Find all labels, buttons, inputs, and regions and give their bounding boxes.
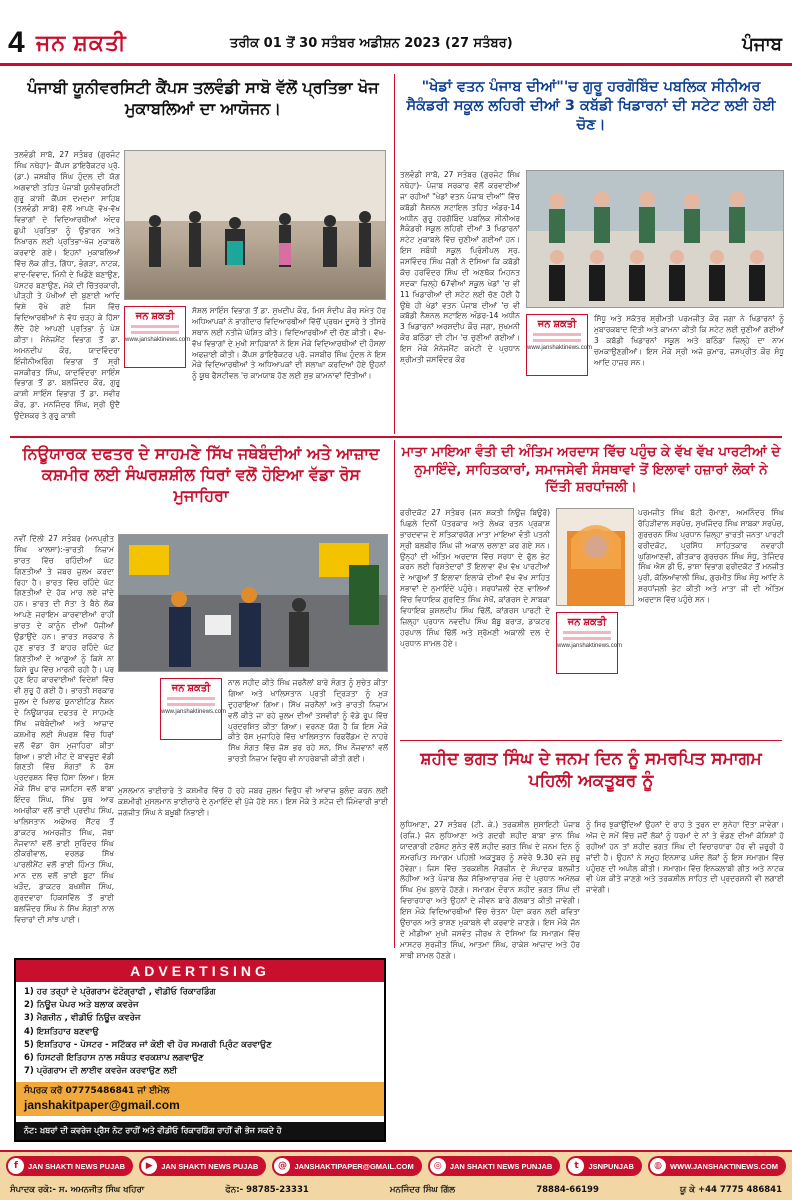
section-name: ਪੰਜਾਬ [742,34,782,55]
promo-logo: ਜਨ ਸ਼ਕਤੀ [171,683,211,694]
promo-logo: ਜਨ ਸ਼ਕਤੀ [135,311,175,322]
ad-item: 7) ਪ੍ਰੋਗਰਾਮ ਦੀ ਲਾਈਵ ਕਵਰੇਜ ਕਰਵਾਉਣ ਲਈ [24,1066,178,1077]
social-links-row [0,1156,792,1178]
website-link[interactable] [648,1156,786,1176]
promo-box-1 [124,306,191,368]
promo-url: www.janshaktinews.com [527,345,593,351]
horizontal-divider [400,740,782,741]
promo-bar [533,339,581,342]
twitter-label: JSNPUNJAB [588,1161,634,1171]
promo-bar [563,637,611,640]
facebook-label: JAN SHAKTI NEWS PUJAB [28,1161,126,1171]
facebook-icon: f [8,1158,24,1174]
portrait-illustration [557,509,634,606]
article-kabaddi-body-2: ਸਿੱਧੂ ਅਤੇ ਸਕੱਤਰ ਸ਼੍ਰੀਮਤੀ ਪਰਮਜੀਤ ਕੌਰ ਜਗਾ ਨੇ ਖਿਡਾਰਨਾਂ ਨੂੰ ਮੁਬਾਰਕਬਾਦ ਦਿੱਤੀ ਅਤੇ ਕਾਮਨਾ ਕੀਤੀ ਕਿ ਸਟੇਟ ਲਈ ਚੁਣੀਆਂ ਗਈਆਂ 3 ਕਬੱਡੀ ਖਿਡਾਰਨਾਂ ਸਕੂਲ ਅਤੇ ਬਠਿੰਡਾ ਜ਼ਿਲ੍ਹੇ ਦਾ ਨਾਮ ਚਮਕਾਉਣਗੀਆਂ। ਇਸ ਮੌਕੇ ਸ੍ਰੀ ਅਜੇ ਕੁਮਾਰ, ਜਸਪ੍ਰੀਤ ਕੌਰ ਸੰਧੂ ਆਦਿ ਹਾਜ਼ਰ ਸਨ। [594,314,784,367]
ad-item: 3) ਮੈਗਜ਼ੀਨ , ਵੀਡੀਓ ਨਿਊਜ਼ ਕਵਰੇਜ [24,1013,141,1024]
email-label: JANSHAKTIPAPER@GMAIL.COM [294,1161,414,1171]
column-divider [394,440,395,948]
footer [0,1150,792,1200]
ad-item: 1) ਹਰ ਤਰ੍ਹਾਂ ਦੇ ਪ੍ਰੋਗਰਾਮ ਫੋਟੋਗ੍ਰਾਫੀ , ਵੀਡੀਓ ਰਿਕਾਰਡਿੰਗ [24,987,216,997]
promo-bar [563,631,611,634]
promo-logo: ਜਨ ਸ਼ਕਤੀ [537,319,577,330]
protest-illustration [119,535,388,672]
team-illustration [527,171,784,308]
youtube-icon: ▶ [141,1158,157,1174]
twitter-icon: t [568,1158,584,1174]
photo-kabaddi-team [526,170,784,308]
instagram-label: JAN SHAKTI NEWS PUNJAB [449,1161,553,1171]
advertising-services-list [16,982,384,1082]
ad-contact-email[interactable]: janshakitpaper@gmail.com [24,1098,180,1112]
promo-url: www.janshaktinews.com [125,337,191,343]
editor-name: ਸੰਪਾਦਕ ਰਕੋ:- ਸ. ਅਮਨਜੀਤ ਸਿੰਘ ਖਹਿਰਾ [10,1185,145,1195]
promo-box-2 [526,314,593,376]
promo-url: www.janshaktinews.com [557,643,623,649]
headline-maya-wanti: ਮਾਤਾ ਮਾਇਆ ਵੰਤੀ ਦੀ ਅੰਤਿਮ ਅਰਦਾਸ ਵਿੱਚ ਪਹੁੰਚ ਕੇ ਵੱਖ ਵੱਖ ਪਾਰਟੀਆਂ ਦੇ ਨੁਮਾਇੰਦੇ, ਸਾਹਿਤਕਾਰਾਂ, ਸਮਾਜਸੇਵੀ ਸੰਸਥਾਵਾਂ ਤੋਂ ਇਲਾਵਾਂ ਹਜ਼ਾਰਾਂ ਲੋਕਾਂ ਨੇ ਦਿੱਤੀ ਸ਼ਰਧਾਂਜਲੀ। [401,444,781,496]
article-maya-body: ਫਰੀਦਕੋਟ 27 ਸਤੰਬਰ (ਜਨ ਸ਼ਕਤੀ ਨਿਊਜ਼ ਬਿਊਰੋ) ਪਿਛਲੇ ਦਿਨੀਂ ਪੱਤਰਕਾਰ ਅਤੇ ਲੇਖਕ ਰਤਨ ਪ੍ਰਕਾਸ਼ ਭਾਰਦਵਾਜ ਦੇ ਸਤਿਕਾਰਯੋਗ ਮਾਤਾ ਮਾਇਆ ਵੰਤੀ ਪਤਨੀ ਸ੍ਰੀ ਬਲਬੀਰ ਸਿੰਘ ਜੀ ਅਕਾਲ ਚਲਾਣਾ ਕਰ ਗਏ ਸਨ। ਉਨ੍ਹਾਂ ਦੀ ਅੰਤਿਮ ਅਰਦਾਸ ਵਿੱਚ ਸਰਧਾ ਦੇ ਫੁੱਲ ਭੇਟ ਕਰਨ ਲਈ ਰਿਸ਼ਤੇਦਾਰਾਂ ਤੋਂ ਇਲਾਵਾ ਵੱਖ ਵੱਖ ਪਾਰਟੀਆਂ ਦੇ ਆਗੂਆਂ ਤੋਂ ਇਲਾਵਾ ਇਲਾਕੇ ਦੀਆਂ ਵੱਖ ਵੱਖ ਸਾਹਿਤ ਸਭਾਵਾਂ ਦੇ ਨੁਮਾਇੰਦੇ ਪਹੁੰਚੇ। ਸ਼ਰਧਾਂਜਲੀ ਦੇਣ ਵਾਲਿਆਂ ਵਿੱਚ ਵਿਧਾਇਕ ਗੁਰਦਿੱਤ ਸਿੰਘ ਸੇਖੋਂ, ਕਾਂਗਰਸ ਦੇ ਸਾਬਕਾ ਵਿਧਾਇਕ ਕੁਸ਼ਲਦੀਪ ਸਿੰਘ ਢਿੱਲੋਂ, ਕਾਂਗਰਸ ਪਾਰਟੀ ਦੇ ਜ਼ਿਲ੍ਹਾ ਪ੍ਰਧਾਨ ਨਵਦੀਪ ਸਿੰਘ ਬੱਬੂ ਬਰਾੜ, ਡਾਕਟਰ ਹਰਪਾਲ ਸਿੰਘ ਢਿੱਲੋਂ ਅਤੇ ਸ਼੍ਰੋਮਣੀ ਅਕਾਲੀ ਦਲ ਦੇ ਪ੍ਰਧਾਨ ਸ਼ਾਮਲ ਹੋਏ। [400,508,550,648]
masthead [0,0,792,66]
column-divider [394,74,395,434]
photo-mata-maya-wanti [556,508,634,606]
article-kabaddi-body: ਤਲਵੰਡੀ ਸਾਬੋ, 27 ਸਤੰਬਰ (ਗੁਰਜੰਟ ਸਿੰਘ ਨਥੇਹਾ)- ਪੰਜਾਬ ਸਰਕਾਰ ਵੱਲੋਂ ਕਰਵਾਈਆਂ ਜਾ ਰਹੀਆਂ "ਖੇਡਾਂ ਵਤਨ ਪੰਜਾਬ ਦੀਆਂ" ਵਿੱਚ ਕਬੱਡੀ ਨੈਸ਼ਨਲ ਸਟਾਇਲ ਤਹਿਤ ਅੰਡਰ-14 ਅਧੀਨ ਗੁਰੂ ਹਰਗੋਬਿੰਦ ਪਬਲਿਕ ਸੀਨੀਅਰ ਸੈਕੰਡਰੀ ਸਕੂਲ ਲਹਿਰੀ ਦੀਆਂ 3 ਖਿਡਾਰਨਾਂ ਸਟੇਟ ਮੁਕਾਬਲੇ ਵਿੱਚ ਚੁਣੀਆਂ ਗਈਆਂ ਹਨ। ਇਸ ਸਬੰਧੀ ਸਕੂਲ ਪ੍ਰਿੰਸੀਪਲ ਸ੍ਰ. ਜਸਵਿੰਦਰ ਸਿੰਘ ਜੋਗੀ ਨੇ ਦੱਸਿਆ ਕਿ ਕਬੱਡੀ ਕੋਚ ਹਰਵਿੰਦਰ ਸਿੰਘ ਦੀ ਅਣਥੱਕ ਮਿਹਨਤ ਸਦਕਾ ਜ਼ਿਲ੍ਹੇ 67ਵੀਆਂ ਸਕੂਲ ਖੇਡਾਂ 'ਚ ਵੀ 11 ਖਿਡਾਰੀਆਂ ਦੀ ਸਟੇਟ ਲਈ ਚੋਣ ਹੋਈ ਹੈ ਉਥੇ ਹੀ ਖੇਡਾਂ ਵਤਨ ਪੰਜਾਬ ਦੀਆਂ 'ਚ ਵੀ ਕਬੱਡੀ ਨੈਸ਼ਨਲ ਸਟਾਇਲ ਅੰਡਰ-14 ਅਧੀਨ 3 ਖਿਡਾਰਨਾਂ ਅਰਸ਼ਦੀਪ ਕੌਰ ਜਗਾ, ਸੁਖਮਨੀ ਕੌਰ ਬਠਿੰਡਾ ਦੀ ਟੀਮ 'ਚ ਚੁਣੀਆਂ ਗਈਆਂ। ਇਸ ਮੌਕੇ ਮੈਨੇਜਮੈਂਟ ਕਮੇਟੀ ਦੇ ਪ੍ਰਧਾਨ ਸ਼੍ਰੀਮਤੀ ਜਸਵਿੰਦਰ ਕੌਰ [400,170,520,364]
ad-contact-phone: ਸੰਪਰਕ ਕਰੋ 07775486841 ਜਾਂ ਈਮੇਲ [24,1086,170,1096]
promo-url: www.janshaktinews.com [161,709,227,715]
ad-item: 4) ਇਸ਼ਤਿਹਾਰ ਬਣਵਾਉ [24,1026,99,1037]
promo-box-3 [160,678,227,740]
globe-icon: ◍ [650,1158,666,1174]
promo-logo: ਜਨ ਸ਼ਕਤੀ [567,617,607,628]
photo-protest [118,534,388,672]
advertising-box [14,958,386,1142]
headline-talwandi: ਪੰਜਾਬੀ ਯੂਨੀਵਰਸਿਟੀ ਕੈਂਪਸ ਤਲਵੰਡੀ ਸਾਬੋ ਵੱਲੋਂ ਪ੍ਰਤਿਭਾ ਖੋਜ ਮੁਕਾਬਲਿਆਂ ਦਾ ਆਯੋਜਨ। [27,78,379,118]
article-protest-body: ਨਵੀਂ ਦਿੱਲੀ 27 ਸਤੰਬਰ (ਮਨਪ੍ਰੀਤ ਸਿੰਘ ਖਾਲਸਾ):-ਭਾਰਤੀ ਨਿਜ਼ਾਮ ਭਾਰਤ ਵਿੱਚ ਰਹਿੰਦੀਆਂ ਘੱਟ ਗਿਣਤੀਆਂ ਤੇ ਜਬਰ ਜ਼ੁਲਮ ਕਰਦਾ ਰਿਹਾ ਹੈ। ਭਾਰਤ ਵਿੱਚ ਰਹਿੰਦੇ ਘੱਟ ਗਿਣਤੀਆਂ ਦੇ ਹੱਕ ਮਾਰ ਲਏ ਜਾਂਦੇ ਹਨ। ਭਾਰਤ ਦੀ ਸੱਤਾ ਤੇ ਬੈਠੇ ਲੋਕ ਆਪਣੇ ਜਰਾਇਮ ਕਾਰਵਾਈਆਂ ਰਾਹੀਂ ਭਾਰਤ ਦੇ ਕਾਨੂੰਨ ਦੀਆਂ ਧੱਜੀਆਂ ਉਡਾਉਂਦੇ ਹਨ। ਭਾਰਤ ਸਰਕਾਰ ਨੇ ਹੁਣ ਭਾਰਤ ਤੋਂ ਬਾਹਰ ਰਹਿੰਦੇ ਘੱਟ ਗਿਣਤੀਆਂ ਦੇ ਆਗੂਆਂ ਨੂੰ ਕਿਸੇ ਨਾ ਕਿਸੇ ਰੂਪ ਵਿੱਚ ਮਾਰਨੀ ਰਹੀ ਹੈ। ਪਰ ਹੁਣ ਇਹ ਕਾਰਵਾਈਆਂ ਵਿਦੇਸ਼ਾਂ ਵਿੱਚ ਵੀ ਸ਼ੁਰੂ ਹੋ ਗਈ ਹੈ। ਭਾਰਤੀ ਸਰਕਾਰ ਜ਼ੁਲਮ ਦੇ ਖਿਲਾਫ ਯੂਨਾਈਟਿਡ ਨੈਸ਼ਨ ਦੇ ਨਿਊਯਾਰਕ ਦਫਤਰ ਦੇ ਸਾਹਮਣੇ ਸਿੱਖ ਜਥੇਬੰਦੀਆਂ ਅਤੇ ਆਜ਼ਾਦ ਕਸ਼ਮੀਰ ਲਈ ਸੰਘਰਸ਼ ਵਿੱਚ ਧਿਰਾਂ ਵਲੋਂ ਵੱਡਾ ਰੋਸ ਮੁਜਾਹਿਰਾ ਕੀਤਾ ਗਿਆ। ਭਾਈ ਮੀਟ ਦੇ ਬਾਵਜੂਦ ਵੱਡੀ ਗਿਣਤੀ ਵਿੱਚ ਸੰਗਤਾਂ ਨੇ ਰੋਸ ਪ੍ਰਦਰਸ਼ਨ ਵਿੱਚ ਹਿੱਸਾ ਲਿਆ। ਇਸ ਮੌਕੇ ਸਿੱਖ ਫਾਰ ਜਸਟਿਸ ਵਲੋਂ ਬਾਬਾ ਇੰਦਰ ਸਿੰਘ, ਸਿੱਖ ਯੂਥ ਆਫ ਅਮਰੀਕਾ ਵਲੋਂ ਭਾਈ ਪ੍ਰਦੀਪ ਸਿੰਘ, ਖਾਲਿਸਤਾਨ ਅਫੇਅਰ ਸੈਂਟਰ ਤੋਂ ਡਾਕਟਰ ਅਮਰਜੀਤ ਸਿੰਘ, ਜੱਥਾ ਨੌਜਵਾਨਾਂ ਵਲੋਂ ਭਾਈ ਸੁਰਿੰਦਰ ਸਿੰਘ ਠੀਕਰੀਵਾਲ, ਵਰਲਡ ਸਿੱਖ ਪਾਰਲੀਮੈਂਟ ਵਲੋਂ ਭਾਈ ਹਿੰਮਤ ਸਿੰਘ, ਮਾਨ ਦਲ ਵਲੋਂ ਭਾਈ ਬੂਟਾ ਸਿੰਘ ਖੜੌਦ, ਡਾਕਟਰ ਬਖਸ਼ੀਸ਼ ਸਿੰਘ, ਗੁਰਦਵਾਰਾ ਹਿਕਸਵਿੱਲ ਤੋਂ ਭਾਈ ਬਲਜਿੰਦਰ ਸਿੰਘ ਨੇ ਸਿੱਖ ਸੰਗਤਾਂ ਨਾਲ ਵਿਚਾਰਾਂ ਦੀ ਸਾਂਝ ਪਾਈ। [14,534,114,924]
article-protest-body-3: ਮੁਸਲਮਾਨ ਭਾਈਚਾਰੇ ਤੇ ਕਸ਼ਮੀਰ ਵਿੱਚ ਹੋ ਰਹੇ ਜਬਰ ਜ਼ੁਲਮ ਵਿਰੁੱਧ ਵੀ ਆਵਾਜ਼ ਬੁਲੰਦ ਕਰਨ ਲਈ ਕਸ਼ਮੀਰੀ ਮੁਸਲਮਾਨ ਭਾਈਚਾਰੇ ਦੇ ਨੁਮਾਇੰਦੇ ਵੀ ਪੁੱਜੇ ਹੋਏ ਸਨ। ਇਸ ਮੌਕੇ ਤੇ ਸਟੇਜ ਦੀ ਜਿੰਮੇਵਾਰੀ ਭਾਈ ਜਗਜੀਤ ਸਿੰਘ ਨੇ ਬਖੂਬੀ ਨਿਭਾਈ। [118,786,388,817]
editor-phone: ਫੋਨ:- 98785-23331 [225,1185,309,1195]
horizontal-divider [10,436,782,438]
manager-name: ਮਨਜਿੰਦਰ ਸਿੰਘ ਗਿੱਲ [389,1185,456,1195]
youtube-label: JAN SHAKTI NEWS PUJAB [161,1161,259,1171]
article-maya-body-2: ਪਰਮਜੀਤ ਸਿੰਘ ਬੱਟੀ ਰੋਮਾਣਾ, ਅਮਨਿੰਦਰ ਸਿੰਘ ਰੋਹਿੜੀਵਾਲ ਸਰਪੰਚ, ਸੁਖਜਿੰਦਰ ਸਿੰਘ ਸਾਬਕਾ ਸਰਪੰਚ, ਗੁਰਚਰਨ ਸਿੰਘ ਪ੍ਰਧਾਨ ਜ਼ਿਲ੍ਹਾ ਭਾਰਤੀ ਜਨਤਾ ਪਾਰਟੀ ਫਰੀਦਕੋਟ, ਪ੍ਰਸਿੱਧ ਸਾਹਿਤਕਾਰ ਨਵਰਾਹੀ ਘੁਗਿਆਣਵੀ, ਗੀਤਕਾਰ ਗੁਰਚਰਨ ਸਿੰਘ ਸੰਧੂ, ਤੇਜਿੰਦਰ ਸਿੰਘ ਐਸ ਡੀ ਓ, ਭਾਸ਼ਾ ਵਿਭਾਗ ਫਰੀਦਕੋਟ ਤੋਂ ਮਨਜੀਤ ਪੁਰੀ, ਕੋਲਿਆਂਵਾਲੀ ਸਿੰਘ, ਗੁਰਮੀਤ ਸਿੰਘ ਸੰਧੂ ਆਦਿ ਨੇ ਸ਼ਰਧਾਂਜਲੀ ਭੇਟ ਕੀਤੀ ਅਤੇ ਮਾਤਾ ਜੀ ਦੀ ਅੰਤਿਮ ਅਰਦਾਸ ਵਿੱਚ ਪਹੁੰਚੇ ਸਨ। [638,508,784,604]
uk-phone: ਯੂ ਕੇ +44 7775 486841 [680,1185,782,1195]
twitter-link[interactable] [566,1156,641,1176]
promo-box-4 [556,612,623,674]
advertising-note: ਨੋਟ: ਖ਼ਬਰਾਂ ਦੀ ਕਵਰੇਜ ਪ੍ਰੈਸ ਨੋਟ ਰਾਹੀਂ ਅਤੇ ਵੀਡੀਓ ਰਿਕਾਰਡਿੰਗ ਰਾਹੀਂ ਵੀ ਭੇਜ ਸਕਦੇ ਹੋ [16,1122,384,1140]
promo-bar [167,703,215,706]
ad-item: 2) ਨਿਊਜ਼ ਪੇਪਰ ਅਤੇ ਬਲਾਕ ਕਵਰੇਜ [24,1000,139,1011]
ad-item: 6) ਹਿਸਟਰੀ ਇਤਿਹਾਸ ਨਾਲ ਸਬੰਧਤ ਵਰਕਸ਼ਾਪ ਲਗਵਾਉਣ [24,1052,204,1063]
article-talwandi-body: ਤਲਵੰਡੀ ਸਾਬੋ, 27 ਸਤੰਬਰ (ਗੁਰਜੰਟ ਸਿੰਘ ਨਥੇਹਾ)- ਕੈਂਪਸ ਡਾਇਰੈਕਟਰ ਪ੍ਰੋ. (ਡਾ.) ਜਸਬੀਰ ਸਿੰਘ ਹੁੰਦਲ ਦੀ ਯੋਗ ਅਗਵਾਈ ਤਹਿਤ ਪੰਜਾਬੀ ਯੂਨੀਵਰਸਿਟੀ ਗੁਰੂ ਕਾਸ਼ੀ ਕੈਂਪਸ ਦਮਦਮਾ ਸਾਹਿਬ (ਤਲਵੰਡੀ ਸਾਬੋ) ਵੱਲੋਂ ਆਪਣੇ ਵੱਖ-ਵੱਖ ਵਿਭਾਗਾਂ ਦੇ ਵਿਦਿਆਰਥੀਆਂ ਅੰਦਰ ਛੁਪੀ ਪ੍ਰਤਿਭਾ ਨੂੰ ਉਭਾਰਨ ਅਤੇ ਨਿਖਾਰਨ ਲਈ ਪ੍ਰਤਿਭਾ-ਖੋਜ ਮੁਕਾਬਲੇ ਕਰਵਾਏ ਗਏ। ਇਹਨਾਂ ਮੁਕਾਬਲਿਆਂ ਵਿੱਚ ਲੋਕ ਗੀਤ, ਗਿੱਧਾ, ਭੰਗੜਾ, ਨਾਟਕ, ਵਾਦ-ਵਿਵਾਦ, ਮਿੰਨੀ ਦੇ ਖਿਡੌਣੇ ਬਣਾਉਣ, ਪੋਸਟਰ ਬਣਾਉਣ, ਮੋਕੇ ਦੀ ਚਿੱਤਰਕਾਰੀ, ਪੀੜ੍ਹੀ ਤੇ ਪੱਖੀਆਂ ਦੀ ਬੁਣਾਈ ਆਦਿ ਵਿਸ਼ੇ ਰੱਖੇ ਗਏ ਜਿਸ ਵਿੱਚ ਵਿਦਿਆਰਥੀਆਂ ਨੇ ਵੱਧ ਚੜ੍ਹ ਕੇ ਹਿੱਸਾ ਲੈਂਦੇ ਹੋਏ ਆਪਣੀ ਪ੍ਰਤਿਭਾ ਨੂੰ ਪੇਸ਼ ਕੀਤਾ। ਮੈਨੇਜਮੈਂਟ ਵਿਭਾਗ ਤੋਂ ਡਾ. ਅਮਨਦੀਪ ਕੌਰ, ਯਾਦਵਿੰਦਰਾ ਇੰਜੀਨੀਅਰਿੰਗ ਵਿਭਾਗ ਤੋਂ ਸ੍ਰੀ ਜਸਕੀਰਤ ਸਿੰਘ, ਯਾਦਵਿੰਦਰਾ ਸਾਇੰਸ ਵਿਭਾਗ ਤੋਂ ਡਾ. ਬਲਜਿੰਦਰ ਕੌਰ, ਗੁਰੂ ਕਾਸ਼ੀ ਸਾਇੰਸ ਵਿਭਾਗ ਤੋਂ ਡਾ. ਸਵੀਰ ਕੌਰ, ਡਾ. ਮਨਜਿੰਦਰ ਸਿੰਘ, ਸ੍ਰੀ ਉਦੈ ਉਦੇਸ਼ਕਰ ਤੇ ਗੁਰੂ ਕਾਸ਼ੀ [14,150,120,420]
promo-bar [533,333,581,336]
contact-row [0,1181,792,1199]
article-talwandi-body-2: ਸੋਸ਼ਲ ਸਾਇੰਸ ਵਿਭਾਗ ਤੋਂ ਡਾ. ਸੁਖਦੀਪ ਕੌਰ, ਮਿਸ ਸੰਦੀਪ ਕੌਰ ਸਮੇਤ ਹੋਰ ਅਧਿਆਪਕਾਂ ਨੇ ਭਾਗੀਦਾਰ ਵਿਦਿਆਰਥੀਆਂ ਵਿੱਚੋਂ ਪ੍ਰਥਮ ਦੂਸਰੇ ਤੇ ਤੀਸਰੇ ਸਥਾਨ ਲਈ ਨਤੀਜੇ ਘੋਸ਼ਿਤ ਕੀਤੇ। ਵਿਦਿਆਰਥੀਆਂ ਦੀ ਚੋਣ ਕੀਤੀ। ਵੱਖ-ਵੱਖ ਵਿਭਾਗਾਂ ਦੇ ਮੁਖੀ ਸਾਹਿਬਾਨਾਂ ਨੇ ਇਸ ਮੌਕੇ ਵਿਦਿਆਰਥੀਆਂ ਦੀ ਹੌਸਲਾ ਅਫਜ਼ਾਈ ਕੀਤੀ। ਕੈਂਪਸ ਡਾਇਰੈਕਟਰ ਪ੍ਰੋ. ਜਸਬੀਰ ਸਿੰਘ ਹੁੰਦਲ ਨੇ ਇਸ ਮੌਕੇ ਵਿਦਿਆਰਥੀਆਂ ਤੇ ਅਧਿਆਪਕਾਂ ਦੀ ਸ਼ਲਾਘਾ ਕਰਦਿਆਂ ਹੋਏ ਉਹਨਾਂ ਨੂੰ ਯੂਥ ਫੈਸਟੀਵਲ 'ਚ ਕਾਮਯਾਬ ਹੋਣ ਲਈ ਸ਼ੁਭ ਕਾਮਨਾਵਾਂ ਦਿੱਤੀਆਂ। [192,306,386,381]
headline-newyork-protest: ਨਿਊਯਾਰਕ ਦਫਤਰ ਦੇ ਸਾਹਮਣੇ ਸਿੱਖ ਜਥੇਬੰਦੀਆਂ ਅਤੇ ਆਜ਼ਾਦ ਕਸ਼ਮੀਰ ਲਈ ਸੰਘਰਸ਼ਸ਼ੀਲ ਧਿਰਾਂ ਵਲੋਂ ਹੋਇਆ ਵੱਡਾ ਰੋਸ ਮੁਜਾਹਿਰਾ [22,444,380,505]
article-protest-body-2: ਨਾਲ ਸਹੀਦ ਕੀਤੇ ਸਿੰਘ ਜਰਨੈਲਾਂ ਬਾਰੇ ਸੰਗਤ ਨੂੰ ਸੁਚੇਤ ਕੀਤਾ ਗਿਆ ਅਤੇ ਖਾਲਿਸਤਾਨ ਪ੍ਰਤੀ ਦ੍ਰਿੜਤਾ ਨੂੰ ਮੁੜ ਦੁਹਰਾਇਆ ਗਿਆ। ਸਿੱਖ ਜਰਨੈਲਾਂ ਅਤੇ ਭਾਰਤੀ ਨਿਜ਼ਾਮ ਵਲੋਂ ਕੀਤੇ ਜਾ ਰਹੇ ਜ਼ੁਲਮ ਦੀਆਂ ਤਸਵੀਰਾਂ ਨੂੰ ਵੱਡੇ ਰੂਪ ਵਿੱਚ ਪ੍ਰਦਰਸ਼ਿਤ ਕੀਤਾ ਗਿਆ। ਵਰਨਣ ਯੋਗ ਹੈ ਕਿ ਇਸ ਮੌਕੇ ਕੀਤੇ ਰੋਸ ਮੁਜਾਹਿਰੇ ਵਿੱਚ ਖਾਲਿਸਤਾਨ ਰਿਫਰੈਂਡਮ ਦੇ ਨਾਹਰੇ ਸਿੱਖ ਸੰਗਤ ਵਿੱਚ ਜੋਸ਼ ਭਰ ਰਹੇ ਸਨ, ਸਿੱਖ ਨੌਜਵਾਨਾਂ ਵਲੋਂ ਭਾਰਤੀ ਨਿਜ਼ਾਮ ਵਿਰੁੱਧ ਵੀ ਨਾਹਰੇਬਾਜ਼ੀ ਕੀਤੀ ਗਈ। [228,678,388,764]
promo-bar [167,697,215,700]
newspaper-logo: ਜਨ ਸ਼ਕਤੀ [36,30,127,55]
advertising-contact [16,1082,384,1116]
youtube-link[interactable] [139,1156,266,1176]
dancers-illustration [125,151,386,300]
instagram-icon: ◎ [430,1158,446,1174]
page-number: 4 [8,26,25,59]
article-bhagat-body-2: ਨੂੰ ਸਿਰ ਝੁਕਾਉਂਦਿਆਂ ਉਹਨਾਂ ਦੇ ਰਾਹ ਤੇ ਤੁਰਨ ਦਾ ਸੁਨੇਹਾ ਦਿੱਤਾ ਜਾਵੇਗਾ। ਅੱਜ ਦੇ ਸਮੇਂ ਵਿੱਚ ਜਦੋਂ ਲੋਕਾਂ ਨੂੰ ਧਰਮਾਂ ਦੇ ਨਾਂ ਤੇ ਵੰਡਣ ਦੀਆਂ ਕੋਸ਼ਿਸ਼ਾਂ ਹੋ ਰਹੀਆਂ ਹਨ ਤਾਂ ਸ਼ਹੀਦ ਭਗਤ ਸਿੰਘ ਦੀ ਵਿਚਾਰਧਾਰਾ ਹੋਰ ਵੀ ਜ਼ਰੂਰੀ ਹੋ ਜਾਂਦੀ ਹੈ। ਉਹਨਾਂ ਨੇ ਸਮੂਹ ਇਨਸਾਫ ਪਸੰਦ ਲੋਕਾਂ ਨੂੰ ਇਸ ਸਮਾਗਮ ਵਿੱਚ ਪਹੁੰਚਣ ਦੀ ਅਪੀਲ ਕੀਤੀ। ਸਮਾਗਮ ਵਿੱਚ ਇਨਕਲਾਬੀ ਗੀਤ ਅਤੇ ਨਾਟਕ ਵੀ ਪੇਸ਼ ਕੀਤੇ ਜਾਣਗੇ ਅਤੇ ਤਰਕਸ਼ੀਲ ਸਾਹਿਤ ਦੀ ਪ੍ਰਦਰਸ਼ਨੀ ਵੀ ਲਗਾਈ ਜਾਵੇਗੀ। [586,820,784,895]
promo-bar [131,331,179,334]
headline-kabaddi: "ਖੇਡਾਂ ਵਤਨ ਪੰਜਾਬ ਦੀਆਂ"'ਚ ਗੁਰੂ ਹਰਗੋਬਿੰਦ ਪਬਲਿਕ ਸੀਨੀਅਰ ਸੈਕੰਡਰੀ ਸਕੂਲ ਲਹਿਰੀ ਦੀਆਂ 3 ਕਬੱਡੀ ਖਿਡਾਰਨਾਂ ਦੀ ਸਟੇਟ ਲਈ ਹੋਈ ਚੋਣ। [406,79,776,133]
issue-date: ਤਰੀਕ 01 ਤੋਂ 30 ਸਤੰਬਰ ਅਡੀਸ਼ਨ 2023 (27 ਸਤੰਬਰ) [230,36,513,51]
advertising-title: ADVERTISING [16,960,384,982]
website-label: WWW.JANSHAKTINEWS.COM [670,1161,778,1171]
instagram-link[interactable] [428,1156,561,1176]
email-link[interactable] [272,1156,421,1176]
photo-dance-performance [124,150,386,300]
article-bhagat-body: ਲੁਧਿਆਣਾ, 27 ਸਤੰਬਰ (ਟੀ. ਕੇ.) ਤਰਕਸ਼ੀਲ ਸੁਸਾਇਟੀ ਪੰਜਾਬ (ਰਜਿ.) ਜੋਨ ਲੁਧਿਆਣਾ ਅਤੇ ਗਦਰੀ ਸ਼ਹੀਦ ਬਾਬਾ ਭਾਨ ਸਿੰਘ ਯਾਦਗਾਰੀ ਟਰੱਸਟ ਸੁਨੇਤ ਵੱਲੋਂ ਸ਼ਹੀਦ ਭਗਤ ਸਿੰਘ ਦੇ ਜਨਮ ਦਿਨ ਨੂੰ ਸਮਰਪਿਤ ਸਮਾਗਮ ਪਹਿਲੀ ਅਕਤੂਬਰ ਨੂੰ ਸਵੇਰੇ 9.30 ਵਜੇ ਸ਼ੁਰੂ ਹੋਵੇਗਾ। ਜਿਸ ਵਿੱਚ ਤਰਕਸ਼ੀਲ ਮੈਗਜ਼ੀਨ ਦੇ ਸੰਪਾਦਕ ਬਲਜੀਤ ਲੋਹੀਆ ਅਤੇ ਪੰਜਾਬ ਲੋਕ ਸੱਭਿਆਚਾਰਕ ਮੰਚ ਦੇ ਪ੍ਰਧਾਨ ਅਮੋਲਕ ਸਿੰਘ ਮੁੱਖ ਬੁਲਾਰੇ ਹੋਣਗੇ। ਸਮਾਗਮ ਦੌਰਾਨ ਸ਼ਹੀਦ ਭਗਤ ਸਿੰਘ ਦੀ ਵਿਚਾਰਧਾਰਾ ਅਤੇ ਉਹਨਾਂ ਦੇ ਜੀਵਨ ਬਾਰੇ ਗੱਲਬਾਤ ਕੀਤੀ ਜਾਵੇਗੀ। ਇਸ ਮੌਕੇ ਵਿਦਿਆਰਥੀਆਂ ਵਿੱਚ ਚੇਤਨਾ ਪੈਦਾ ਕਰਨ ਲਈ ਕਵਿਤਾ ਉਚਾਰਨ ਅਤੇ ਭਾਸ਼ਣ ਮੁਕਾਬਲੇ ਵੀ ਕਰਵਾਏ ਜਾਣਗੇ। ਇਸ ਮੌਕੇ ਜੋਨ ਦੇ ਮੀਡੀਆ ਮੁਖੀ ਜਸਵੰਤ ਜੀਰਖ ਨੇ ਦੱਸਿਆ ਕਿ ਸਮਾਗਮ ਵਿੱਚ ਮਾਸਟਰ ਸੁਰਜੀਤ ਸਿੰਘ, ਆਤਮਾ ਸਿੰਘ, ਰਾਕੇਸ਼ ਆਜ਼ਾਦ ਅਤੇ ਹੋਰ ਸਾਥੀ ਸ਼ਾਮਲ ਹੋਣਗੇ। [400,820,580,960]
facebook-link[interactable] [6,1156,133,1176]
email-icon: @ [274,1158,290,1174]
ad-item: 5) ਇਸ਼ਤਿਹਾਰ - ਪੋਸਟਰ - ਸਟਿੱਕਰ ਜਾਂ ਕੋਈ ਵੀ ਹੋਰ ਸਮਗਰੀ ਪ੍ਰਿੰਟ ਕਰਵਾਉਣ [24,1039,272,1050]
manager-phone: 78884-66199 [536,1185,599,1195]
promo-bar [131,325,179,328]
headline-bhagat-singh: ਸ਼ਹੀਦ ਭਗਤ ਸਿੰਘ ਦੇ ਜਨਮ ਦਿਨ ਨੂੰ ਸਮਰਪਿਤ ਸਮਾਗਮ ਪਹਿਲੀ ਅਕਤੂਬਰ ਨੂੰ [420,749,762,792]
